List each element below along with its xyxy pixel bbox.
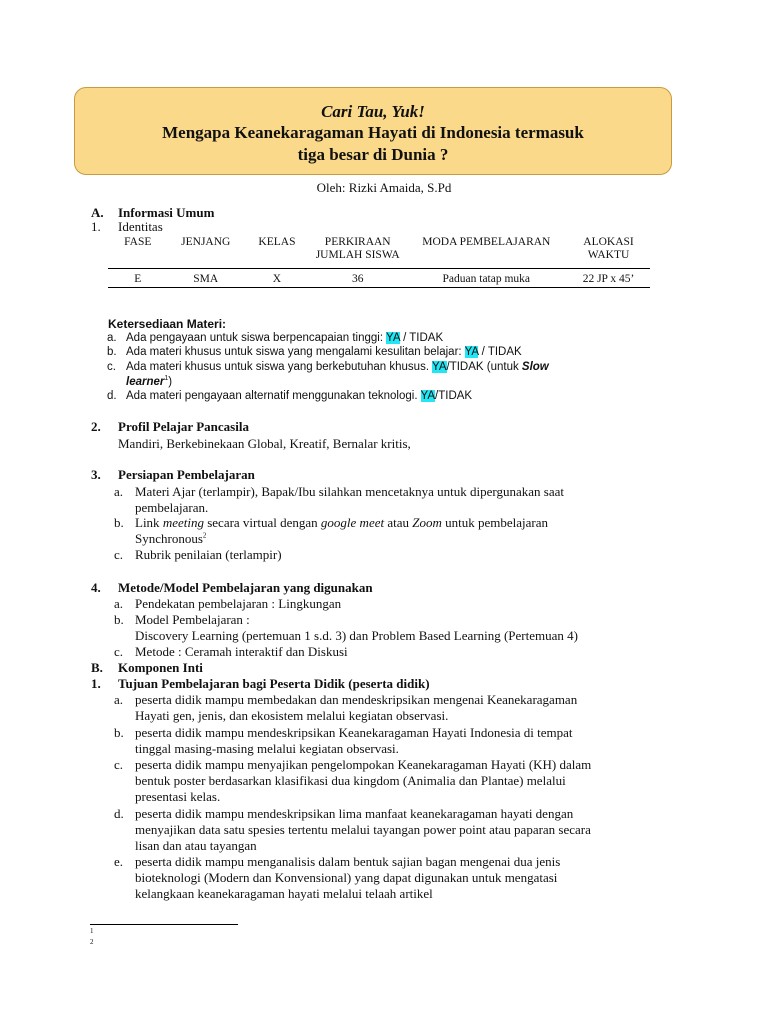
banner-subtitle-line2: tiga besar di Dunia ?: [297, 145, 449, 164]
table-cell: E: [108, 269, 168, 288]
table-header: JENJANG: [181, 236, 231, 248]
table-header: PERKIRAAN JUMLAH SISWA: [315, 236, 400, 261]
table-cell: 22 JP x 45’: [567, 269, 650, 288]
ya-highlight: YA: [464, 346, 479, 358]
footnote-rule: [90, 924, 238, 925]
table-cell: SMA: [168, 269, 245, 288]
tujuan-a-line1: peserta didik mampu membedakan dan mendeskripsikan mengenai Keanekaragaman: [135, 692, 578, 707]
tujuan-d-line2: menyajikan data satu spesies tertentu melalui tayangan power point atau paparan secara: [135, 822, 591, 837]
tujuan-e-line1: peserta didik mampu menganalisis dalam bentuk sajian bagan mengenai dua jenis: [135, 854, 561, 869]
persiapan-b-line2: Synchronous$^2$: [135, 531, 207, 546]
ketersediaan-b-letter: b.: [107, 346, 117, 358]
footnote-1: 1: [90, 927, 94, 935]
identitas-label: Identitas: [118, 219, 163, 234]
tujuan-c-line3: presentasi kelas.: [135, 789, 221, 804]
tujuan-d-line3: lisan dan atau tayangan: [135, 838, 257, 853]
table-header-row: [108, 236, 650, 269]
tujuan-e-line3: kelangkaan keanekaragaman hayati melalui telaah artikel: [135, 886, 433, 901]
metode-num: 4.: [91, 580, 101, 595]
persiapan-a-line1: Materi Ajar (terlampir), Bapak/Ibu silahkan mencetaknya untuk dipergunakan saat: [135, 484, 564, 499]
ya-highlight: YA: [386, 332, 400, 344]
tujuan-d-letter: d.: [114, 806, 124, 821]
identitas-num: 1.: [91, 219, 101, 234]
ketersediaan-d: Ada materi pengayaan alternatif menggunakan teknologi. YA/TIDAK: [126, 390, 473, 402]
persiapan-b-line1: Link meeting secara virtual dengan google meet atau Zoom untuk pembelajaran: [135, 515, 549, 530]
banner-subtitle-line1: Mengapa Keanekaragaman Hayati di Indonesia termasuk: [162, 123, 584, 142]
title-banner: [74, 87, 672, 175]
tujuan-title: Tujuan Pembelajaran bagi Peserta Didik (peserta didik): [118, 676, 430, 691]
table-cell: Paduan tatap muka: [406, 269, 568, 288]
profil-num: 2.: [91, 419, 101, 434]
ketersediaan-a: Ada pengayaan untuk siswa berpencapaian tinggi: YA / TIDAK: [126, 332, 444, 344]
banner-title: Cari Tau, Yuk!: [321, 102, 425, 121]
persiapan-c: Rubrik penilaian (terlampir): [135, 547, 282, 562]
ya-highlight: YA: [420, 390, 436, 402]
table-cell: X: [244, 269, 310, 288]
ya-highlight: YA: [432, 361, 447, 373]
table-header: ALOKASI WAKTU: [583, 236, 634, 261]
ketersediaan-b: Ada materi khusus untuk siswa yang mengalami kesulitan belajar: YA / TIDAK: [126, 346, 522, 358]
tujuan-b-line1: peserta didik mampu mendeskripsikan Keanekaragaman Hayati Indonesia di tempat: [135, 725, 573, 740]
persiapan-a-letter: a.: [114, 484, 124, 499]
ketersediaan-title: Ketersediaan Materi:: [108, 317, 227, 331]
tujuan-b-line2: tinggal masing-masing melalui kegiatan observasi.: [135, 741, 399, 756]
table-header: KELAS: [258, 236, 296, 248]
section-a-title: Informasi Umum: [118, 205, 215, 220]
tujuan-c-line2: bentuk poster berdasarkan klasifikasi dua kingdom (Animalia dan Plantae) melalui: [135, 773, 566, 788]
tujuan-num: 1.: [91, 676, 101, 691]
profil-text: Mandiri, Berkebinekaan Global, Kreatif, Bernalar kritis,: [118, 436, 411, 451]
table-header: FASE: [124, 236, 152, 248]
profil-title: Profil Pelajar Pancasila: [118, 419, 249, 434]
persiapan-b-letter: b.: [114, 515, 124, 530]
table-row: [108, 269, 650, 288]
metode-c-letter: c.: [114, 644, 124, 659]
identity-table: [108, 236, 650, 288]
section-a-letter: A.: [91, 205, 104, 220]
ketersediaan-d-letter: d.: [107, 390, 117, 402]
tujuan-e-line2: bioteknologi (Modern dan Konvensional) yang dapat digunakan untuk mengatasi: [135, 870, 558, 885]
tujuan-c-line1: peserta didik mampu menyajikan pengelompokan Keanekaragaman Hayati (KH) dalam: [135, 757, 592, 772]
section-b-letter: B.: [91, 660, 103, 675]
metode-c: Metode : Ceramah interaktif dan Diskusi: [135, 644, 348, 659]
byline: Oleh: Rizki Amaida, S.Pd: [316, 180, 452, 195]
tujuan-a-line2: Hayati gen, jenis, dan ekosistem melalui kegiatan observasi.: [135, 708, 449, 723]
table-header: MODA PEMBELAJARAN: [422, 236, 551, 248]
metode-a-letter: a.: [114, 596, 124, 611]
ketersediaan-a-letter: a.: [107, 332, 117, 344]
table-cell: 36: [310, 269, 406, 288]
persiapan-num: 3.: [91, 467, 101, 482]
ketersediaan-c-line2: learner$^1$): [126, 375, 173, 388]
ketersediaan-c-letter: c.: [107, 361, 116, 373]
persiapan-c-letter: c.: [114, 547, 124, 562]
section-b-title: Komponen Inti: [118, 660, 203, 675]
metode-a: Pendekatan pembelajaran : Lingkungan: [135, 596, 342, 611]
tujuan-e-letter: e.: [114, 854, 124, 869]
tujuan-a-letter: a.: [114, 692, 124, 707]
metode-b2: Discovery Learning (pertemuan 1 s.d. 3) dan Problem Based Learning (Pertemuan 4): [135, 628, 578, 643]
persiapan-title: Persiapan Pembelajaran: [118, 467, 255, 482]
tujuan-d-line1: peserta didik mampu mendeskripsikan lima manfaat keanekaragaman hayati dengan: [135, 806, 574, 821]
metode-b-letter: b.: [114, 612, 124, 627]
footnote-2: 2: [90, 938, 94, 946]
ketersediaan-c: Ada materi khusus untuk siswa yang berkebutuhan khusus. YA/TIDAK (untuk Slow: [126, 361, 549, 373]
persiapan-a-line2: pembelajaran.: [135, 500, 209, 515]
tujuan-c-letter: c.: [114, 757, 124, 772]
metode-b: Model Pembelajaran :: [135, 612, 250, 627]
tujuan-b-letter: b.: [114, 725, 124, 740]
metode-title: Metode/Model Pembelajaran yang digunakan: [118, 580, 373, 595]
